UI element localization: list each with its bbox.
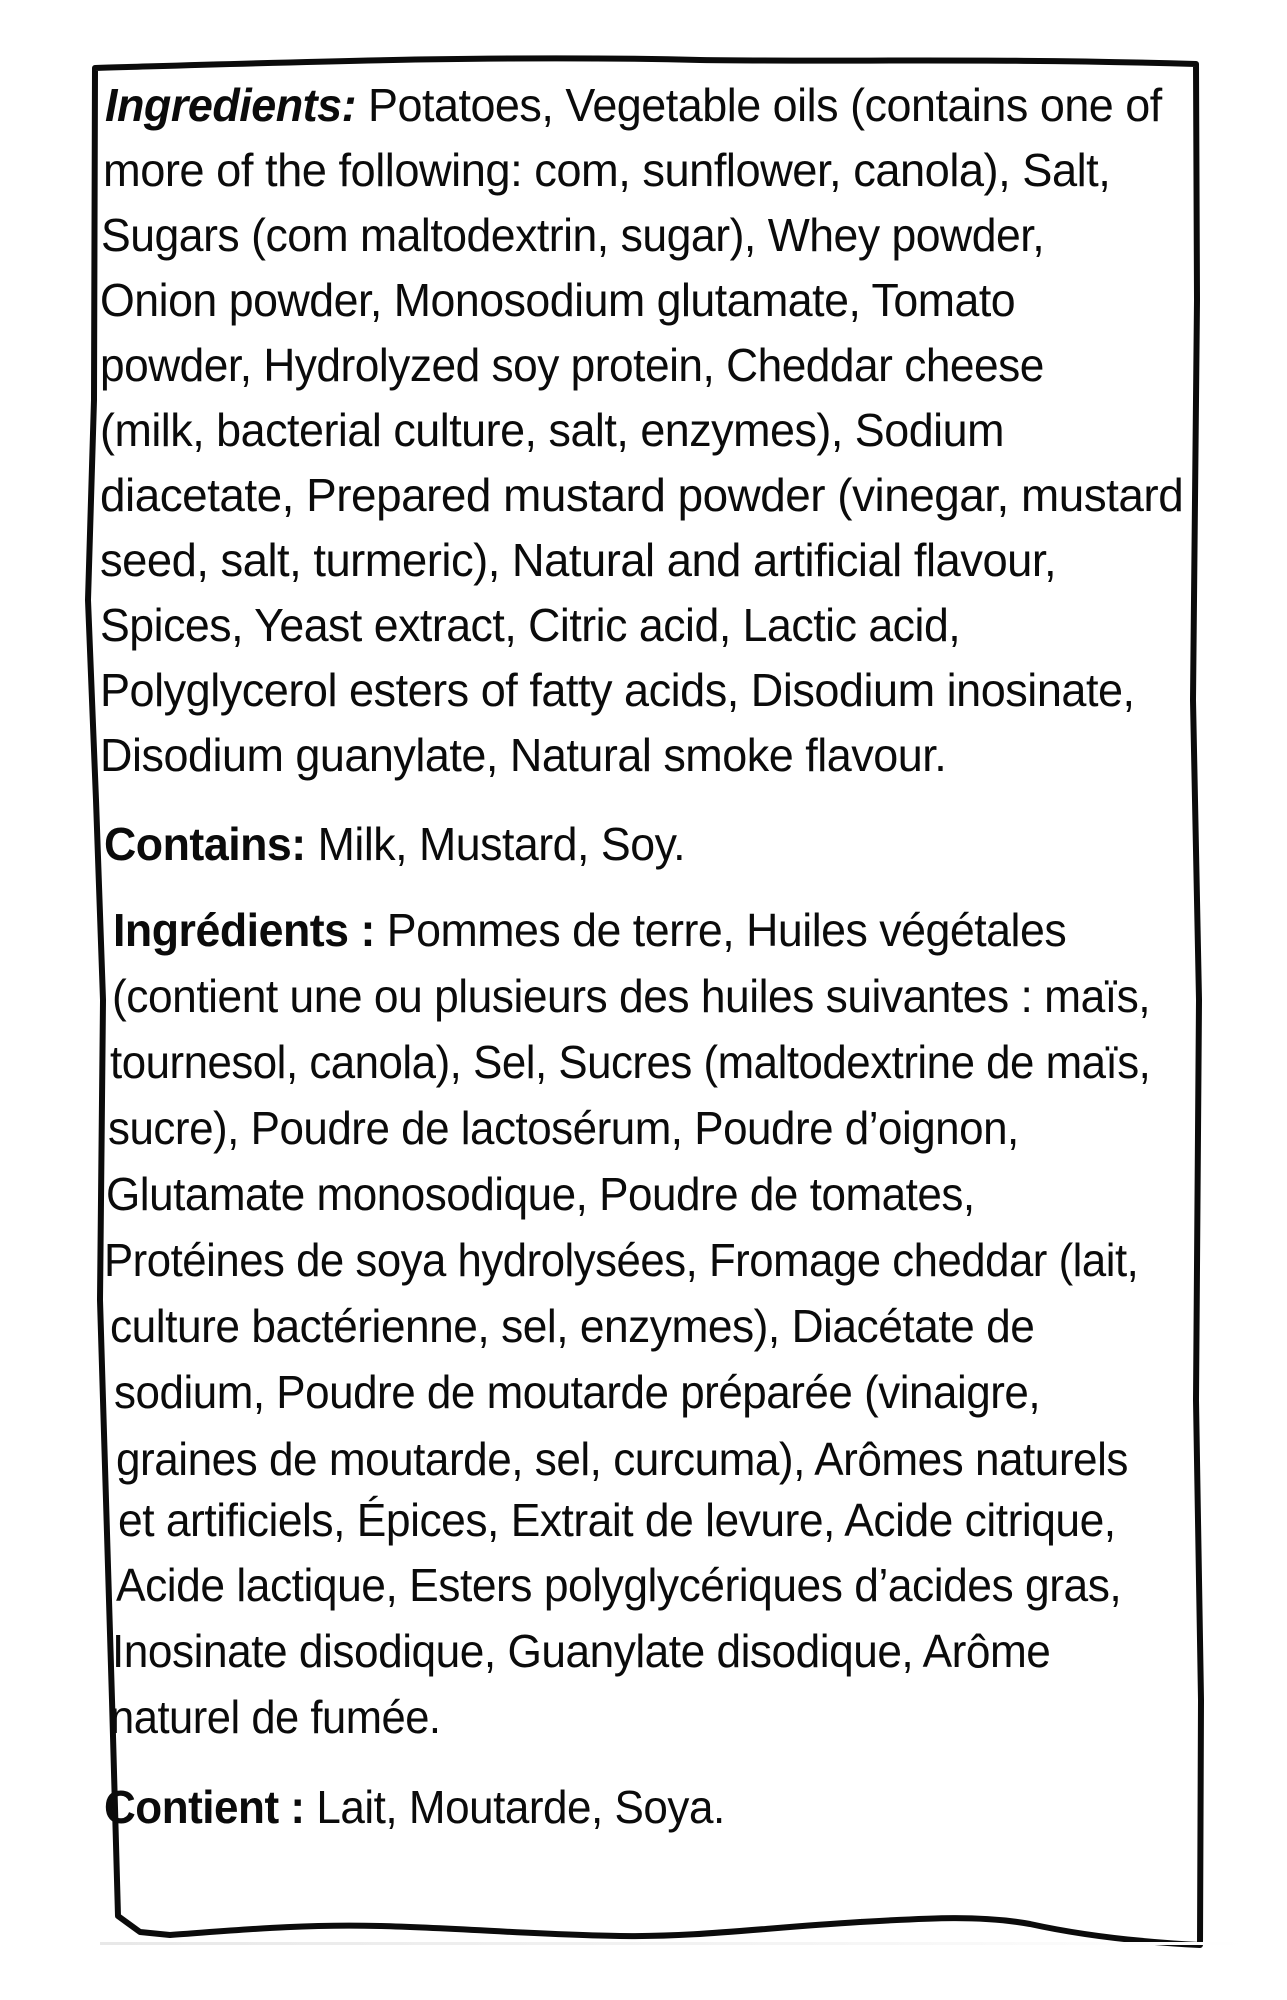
ingredients-line-fr-2: tournesol, canola), Sel, Sucres (maltodextrine de maïs, (110, 1036, 1151, 1088)
ingredients-line-fr-3: sucre), Poudre de lactosérum, Poudre d’oignon, (108, 1102, 1019, 1154)
ingredients-line-en-2: Sugars (com maltodextrin, sugar), Whey powder, (101, 209, 1045, 261)
ingredients-line-fr-5: Protéines de soya hydrolysées, Fromage cheddar (lait, (104, 1234, 1139, 1286)
ingredients-line-fr-0: Ingrédients : Pommes de terre, Huiles végétales (113, 904, 1067, 956)
ingredients-line-fr-8: graines de moutarde, sel, curcuma), Arômes naturels (116, 1433, 1128, 1485)
ingredients-line-fr-11: Inosinate disodique, Guanylate disodique, Arôme (112, 1625, 1051, 1677)
ingredients-line-fr-1: (contient une ou plusieurs des huiles suivantes : maïs, (112, 970, 1151, 1022)
allergens-line-fr (104, 1781, 725, 1833)
ingredients-line-fr-7: sodium, Poudre de moutarde préparée (vinaigre, (114, 1366, 1041, 1418)
ingredients-heading-en: Ingredients: (105, 79, 357, 131)
ingredients-line-en-4: powder, Hydrolyzed soy protein, Cheddar cheese (100, 339, 1044, 391)
ingredients-line-en-0: Ingredients: Potatoes, Vegetable oils (contains one of (105, 79, 1162, 131)
ingredients-line-en-3: Onion powder, Monosodium glutamate, Tomato (100, 274, 1016, 326)
ingredients-line-en-9: Polyglycerol esters of fatty acids, Disodium inosinate, (100, 664, 1135, 716)
ingredients-line-en-1: more of the following: com, sunflower, canola), Salt, (103, 144, 1111, 196)
allergens-list-fr: Lait, Moutarde, Soya. (304, 1781, 725, 1833)
scan-edge-shadow (100, 1942, 1250, 1945)
ingredients-line-fr-6: culture bactérienne, sel, enzymes), Diacétate de (110, 1300, 1035, 1352)
allergens-line-en (104, 818, 686, 870)
ingredients-line-fr-10: Acide lactique, Esters polyglycériques d’acides gras, (116, 1559, 1122, 1611)
ingredients-line-fr-9: et artificiels, Épices, Extrait de levure, Acide citrique, (118, 1494, 1116, 1546)
allergens-list-en: Milk, Mustard, Soy. (305, 818, 686, 870)
ingredients-line-en-5: (milk, bacterial culture, salt, enzymes), Sodium (100, 404, 1004, 456)
ingredients-heading-fr: Ingrédients : (113, 904, 375, 956)
ingredients-line-en-7: seed, salt, turmeric), Natural and artificial flavour, (100, 534, 1057, 586)
ingredients-line-fr-12: naturel de fumée. (110, 1691, 441, 1743)
ingredients-line-en-10: Disodium guanylate, Natural smoke flavour. (100, 729, 947, 781)
ingredients-line-en-8: Spices, Yeast extract, Citric acid, Lactic acid, (100, 599, 961, 651)
allergens-heading-fr: Contient : (104, 1781, 305, 1833)
ingredients-line-fr-4: Glutamate monosodique, Poudre de tomates, (106, 1168, 975, 1220)
allergens-heading-en: Contains: (104, 818, 306, 870)
ingredients-line-en-6: diacetate, Prepared mustard powder (vinegar, mustard (100, 469, 1184, 521)
